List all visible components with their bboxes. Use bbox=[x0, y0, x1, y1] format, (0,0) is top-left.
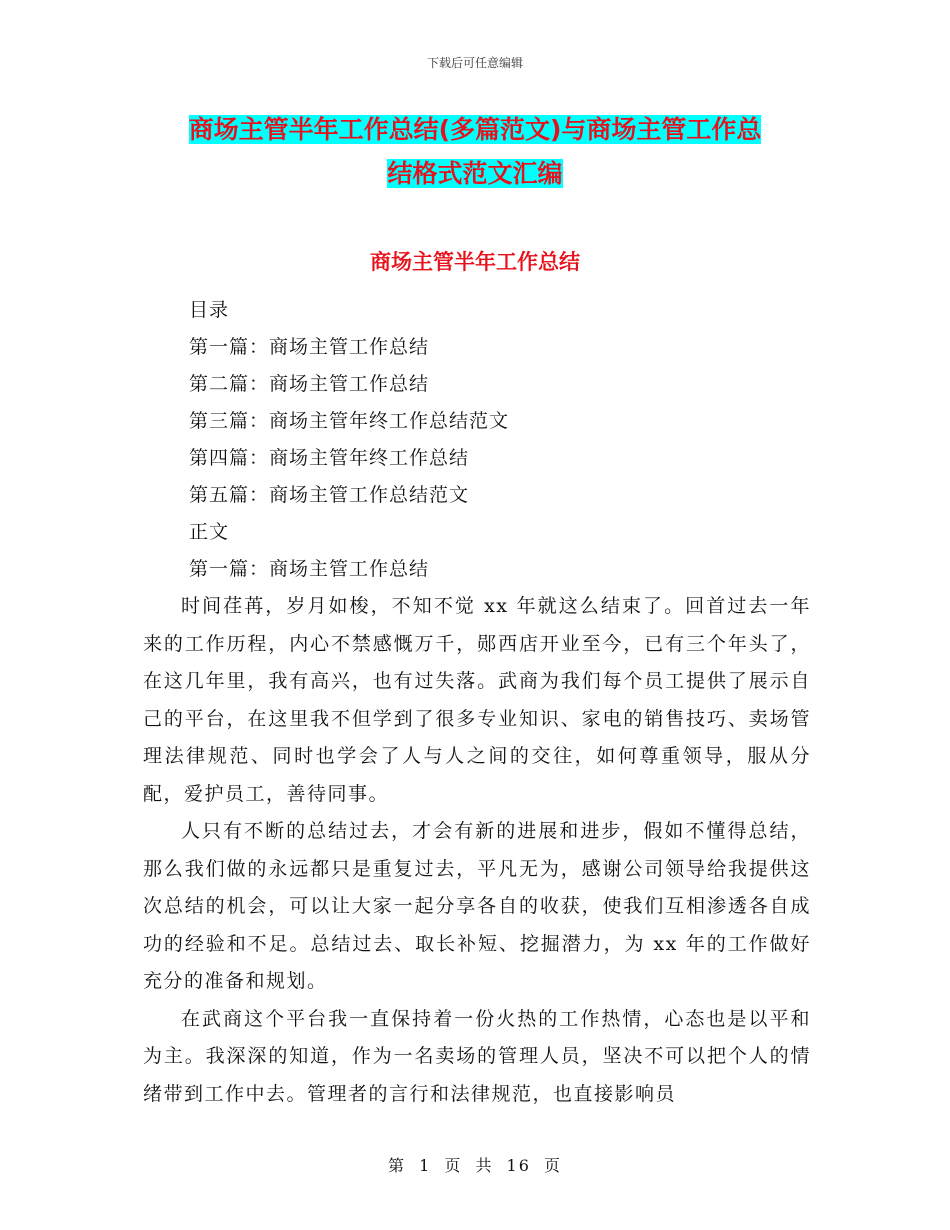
toc-item: 第一篇：商场主管工作总结 bbox=[189, 336, 430, 358]
document-main-title bbox=[160, 108, 790, 196]
chapter-heading: 第一篇：商场主管工作总结 bbox=[189, 558, 430, 580]
section-title: 商场主管半年工作总结 bbox=[370, 250, 580, 274]
body-heading: 正文 bbox=[189, 521, 230, 543]
main-title-line-2: 结格式范文汇编 bbox=[387, 159, 563, 188]
toc-item: 第二篇：商场主管工作总结 bbox=[189, 373, 430, 395]
paragraph: 时间荏苒，岁月如梭，不知不觉 xx 年就这么结束了。回首过去一年来的工作历程，内心不禁感慨万千，郧西店开业至今，已有三个年头了，在这几年里，我有高兴，也有过失落。武商为我们每个员工提供了展示自己的平台，在这里我不但学到了很多专业知识、家电的销售技巧、卖场管理法律规范、同时也学会了人与人之间的交往，如何尊重领导，服从分配，爱护员工，善待同事。 bbox=[143, 595, 811, 805]
toc-heading: 目录 bbox=[189, 299, 230, 321]
document-body bbox=[143, 588, 811, 1113]
toc-item: 第四篇：商场主管年终工作总结 bbox=[189, 447, 470, 469]
header-note: 下载后可任意编辑 bbox=[426, 56, 523, 70]
paragraph: 人只有不断的总结过去，才会有新的进展和进步，假如不懂得总结，那么我们做的永远都只是重复过去，平凡无为，感谢公司领导给我提供这次总结的机会，可以让大家一起分享各自的收获，使我们互相渗透各自成功的经验和不足。总结过去、取长补短、挖掘潜力，为 xx 年的工作做好充分的准备和规划。 bbox=[143, 820, 811, 992]
paragraph: 在武商这个平台我一直保持着一份火热的工作热情，心态也是以平和为主。我深深的知道，作为一名卖场的管理人员，坚决不可以把个人的情绪带到工作中去。管理者的言行和法律规范，也直接影响员 bbox=[143, 1007, 811, 1105]
table-of-contents bbox=[189, 292, 509, 588]
main-title-line-1: 商场主管半年工作总结(多篇范文)与商场主管工作总 bbox=[188, 115, 762, 144]
page-footer: 第 1 页 共 16 页 bbox=[388, 1156, 562, 1175]
toc-item: 第五篇：商场主管工作总结范文 bbox=[189, 484, 470, 506]
toc-item: 第三篇：商场主管年终工作总结范文 bbox=[189, 410, 510, 432]
